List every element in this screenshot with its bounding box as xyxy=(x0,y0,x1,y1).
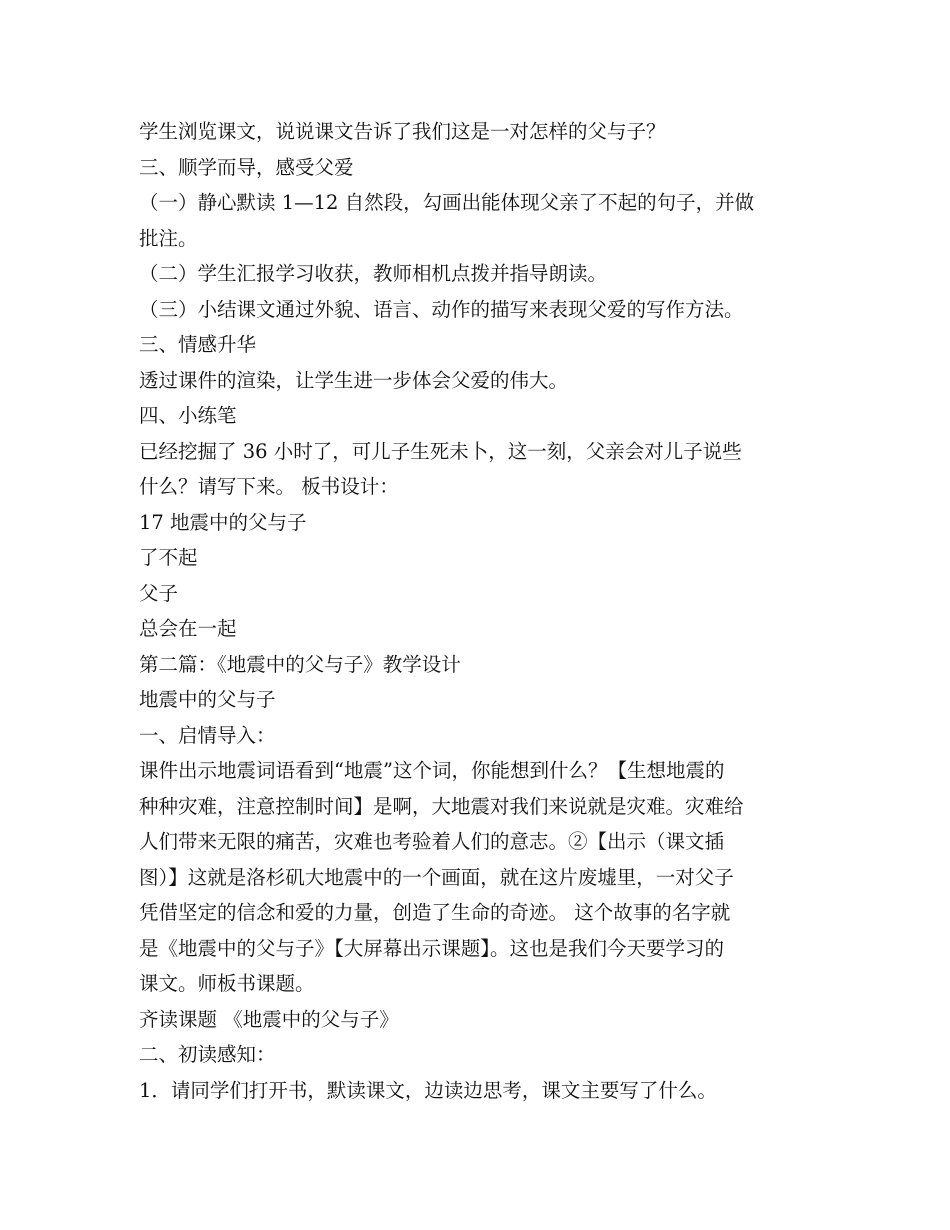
text-line: 齐读课题 《地震中的父与子》 xyxy=(139,1007,399,1031)
text-line: （三）小结课文通过外貌、语言、动作的描写来表现父爱的写作方法。 xyxy=(139,297,744,321)
chapter-title: 第二篇：《地震中的父与子》教学设计 xyxy=(139,652,461,676)
text-line: 人们带来无限的痛苦，灾难也考验着人们的意志。②【出示（课文插 xyxy=(139,830,725,853)
board-line: 了不起 xyxy=(139,546,198,569)
text-line: （二）学生汇报学习收获，教师相机点拨并指导朗读。 xyxy=(139,262,608,285)
text-line: 课文。师板书课题。 xyxy=(139,972,315,995)
text-line: 图）】这就是洛杉矶大地震中的一个画面，就在这片废墟里，一对父子 xyxy=(139,865,734,889)
text-line: 凭借坚定的信念和爱的力量，创造了生命的奇迹。 这个故事的名字就 xyxy=(139,901,731,924)
board-line: 父子 xyxy=(139,581,179,605)
text-line: 是《地震中的父与子》【大屏幕出示课题】。这也是我们今天要学习的 xyxy=(139,936,725,960)
text-line: 种种灾难，注意控制时间】是啊，大地震对我们来说就是灾难。灾难给 xyxy=(139,794,744,818)
section-heading: 二、初读感知： xyxy=(139,1043,276,1066)
section-heading: 三、顺学而导，感受父爱 xyxy=(139,155,354,179)
board-line: 17 地震中的父与子 xyxy=(139,510,307,534)
board-line: 总会在一起 xyxy=(139,617,237,640)
text-line: 1．请同学们打开书，默读课文，边读边思考，课文主要写了什么。 xyxy=(139,1078,717,1102)
section-heading: 四、小练笔 xyxy=(139,404,237,427)
section-heading: 三、情感升华 xyxy=(139,333,257,356)
text-line: 学生浏览课文，说说课文告诉了我们这是一对怎样的父与子？ xyxy=(139,120,666,143)
lesson-title: 地震中的父与子 xyxy=(139,688,276,711)
text-line: 课件出示地震词语看到“地震”这个词，你能想到什么？【生想地震的 xyxy=(139,759,725,782)
text-line: 透过课件的渲染，让学生进一步体会父爱的伟大。 xyxy=(139,368,569,392)
section-heading: 一、启情导入： xyxy=(139,723,276,747)
text-line: 什么？请写下来。 板书设计： xyxy=(139,475,399,498)
text-line: 批注。 xyxy=(139,226,198,250)
text-line: 已经挖掘了 36 小时了，可儿子生死未卜，这一刻，父亲会对儿子说些 xyxy=(139,439,742,463)
document-body xyxy=(139,114,819,1108)
text-line: （一）静心默读 1—12 自然段，勾画出能体现父亲了不起的句子，并做 xyxy=(139,191,755,214)
